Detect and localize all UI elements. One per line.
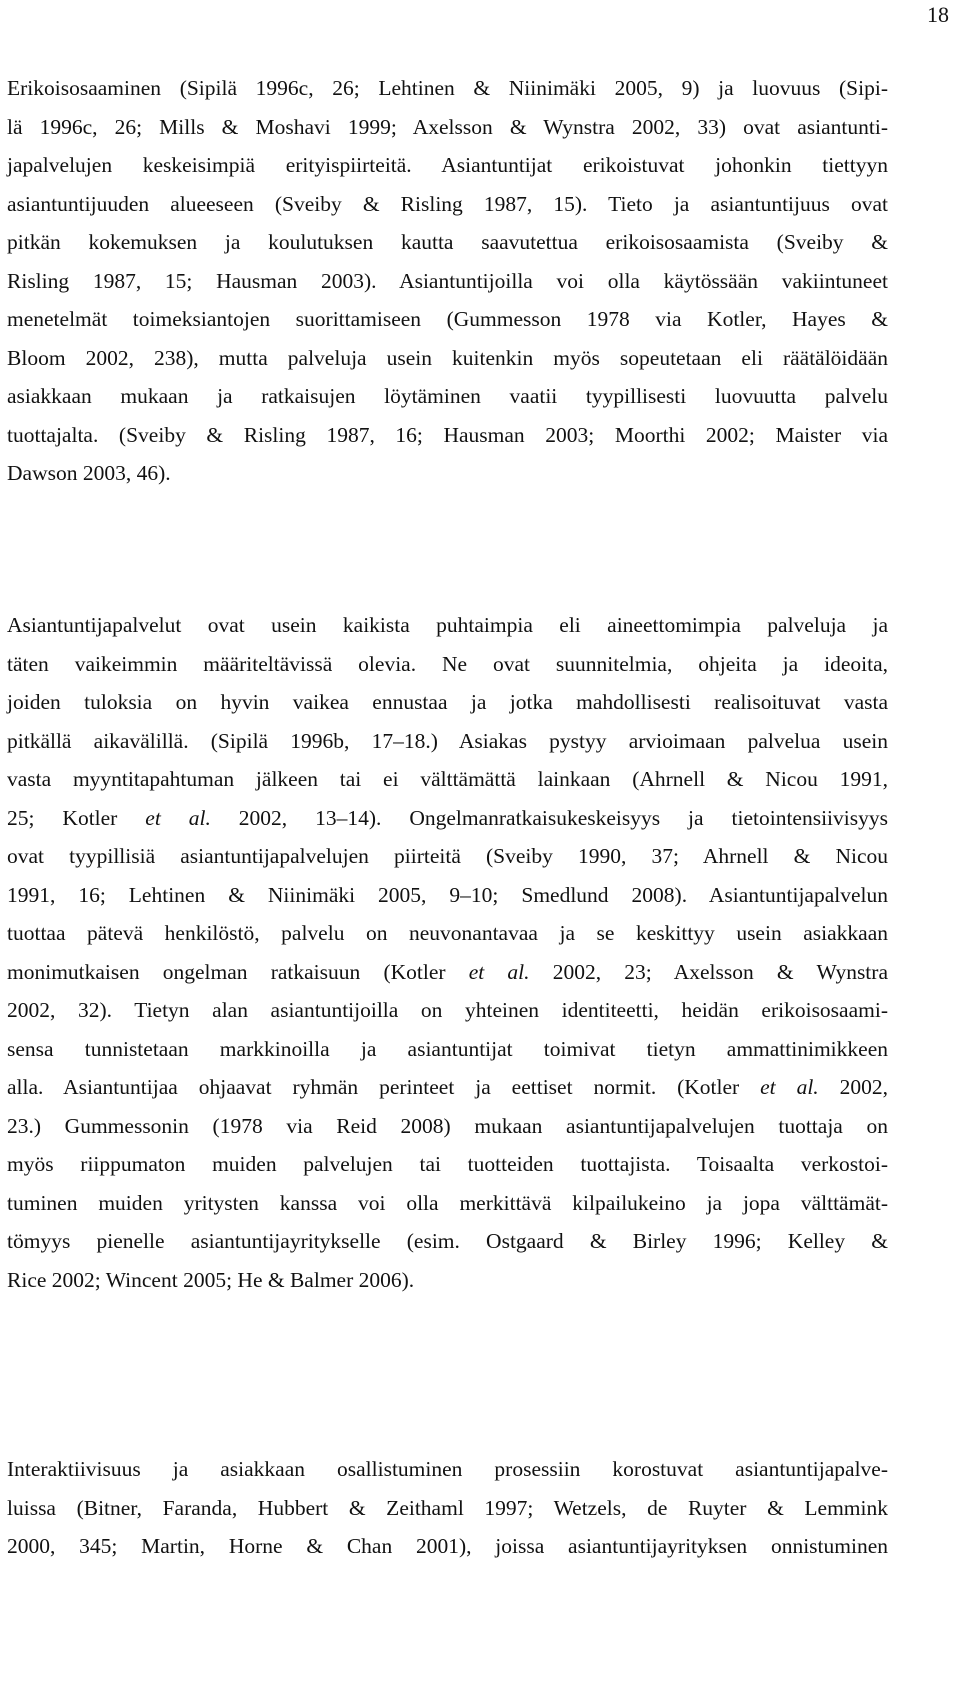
text-line: asiantuntijuuden alueeseen (Sveiby & Risling 1987, 15). Tieto ja asiantuntijuus ovat <box>7 191 888 216</box>
paragraph-2 <box>7 606 888 1299</box>
text-line: ovat tyypillisiä asiantuntijapalvelujen piirteitä (Sveiby 1990, 37; Ahrnell & Nicou <box>7 844 888 868</box>
text-line: tuottaa pätevä henkilöstö, palvelu on neuvonantavaa ja se keskittyy usein asiakkaan <box>7 921 888 945</box>
text-line: tuminen muiden yritysten kanssa voi olla merkittävä kilpailukeino ja jopa välttämät- <box>7 1190 888 1215</box>
text-line: 1991, 16; Lehtinen & Niinimäki 2005, 9–10; Smedlund 2008). Asiantuntijapalvelun <box>7 882 888 907</box>
text-segment: alla. Asiantuntijaa ohjaavat ryhmän perinteet ja eettiset normit. (Kotler <box>7 1075 761 1099</box>
text-line <box>7 799 888 838</box>
italic-text: et al. <box>760 1075 819 1099</box>
paragraph-1 <box>7 69 888 493</box>
text-segment: 25; Kotler <box>7 805 146 830</box>
text-line: pitkällä aikavälillä. (Sipilä 1996b, 17–18.) Asiakas pystyy arvioimaan palvelua usein <box>7 728 888 753</box>
text-line: luissa (Bitner, Faranda, Hubbert & Zeithaml 1997; Wetzels, de Ruyter & Lemmink <box>7 1495 888 1520</box>
text-line: asiakkaan mukaan ja ratkaisujen löytäminen vaatii tyypillisesti luovuutta palvelu <box>7 384 888 408</box>
page-number: 18 <box>927 2 949 27</box>
text-line <box>7 953 888 992</box>
text-line: Asiantuntijapalvelut ovat usein kaikista puhtaimpia eli aineettomimpia palveluja ja <box>7 613 888 637</box>
text-line: 2002, 32). Tietyn alan asiantuntijoilla on yhteinen identiteetti, heidän erikoisosaami- <box>7 998 888 1022</box>
text-line: lä 1996c, 26; Mills & Moshavi 1999; Axelsson & Wynstra 2002, 33) ovat asiantunti- <box>7 114 888 139</box>
text-line: 23.) Gummessonin (1978 via Reid 2008) mukaan asiantuntijapalvelujen tuottaja on <box>7 1113 888 1138</box>
text-line: tömyys pienelle asiantuntijayritykselle (esim. Ostgaard & Birley 1996; Kelley & <box>7 1229 888 1253</box>
text-line: täten vaikeimmin määriteltävissä olevia. Ne ovat suunnitelmia, ohjeita ja ideoita, <box>7 651 888 676</box>
text-line <box>7 1068 888 1107</box>
text-line: 2000, 345; Martin, Horne & Chan 2001), joissa asiantuntijayrityksen onnistuminen <box>7 1534 888 1558</box>
text-line: Erikoisosaaminen (Sipilä 1996c, 26; Lehtinen & Niinimäki 2005, 9) ja luovuus (Sipi- <box>7 76 888 100</box>
text-segment: 2002, 13–14). Ongelmanratkaisukeskeisyys ja tietointensiivisyys <box>210 805 888 830</box>
text-line: Bloom 2002, 238), mutta palveluja usein kuitenkin myös sopeutetaan eli räätälöidään <box>7 345 888 370</box>
text-segment: 2002, <box>818 1075 888 1099</box>
text-line: myös riippumaton muiden palvelujen tai tuotteiden tuottajista. Toisaalta verkostoi- <box>7 1152 888 1176</box>
text-segment: monimutkaisen ongelman ratkaisuun (Kotler <box>7 959 469 984</box>
text-line: tuottajalta. (Sveiby & Risling 1987, 16; Hausman 2003; Moorthi 2002; Maister via <box>7 422 888 447</box>
text-line: japalvelujen keskeisimpiä erityispiirteitä. Asiantuntijat erikoistuvat johonkin tiettyyn <box>7 153 888 177</box>
text-line: Dawson 2003, 46). <box>7 461 171 485</box>
paragraph-3 <box>7 1450 888 1566</box>
text-line: sensa tunnistetaan markkinoilla ja asiantuntijat toimivat tietyn ammattinimikkeen <box>7 1036 888 1061</box>
text-line: pitkän kokemuksen ja koulutuksen kautta saavutettua erikoisosaamista (Sveiby & <box>7 230 888 254</box>
text-line: menetelmät toimeksiantojen suorittamiseen (Gummesson 1978 via Kotler, Hayes & <box>7 307 888 331</box>
text-segment: 2002, 23; Axelsson & Wynstra <box>529 959 888 984</box>
text-line: joiden tuloksia on hyvin vaikea ennustaa ja jotka mahdollisesti realisoituvat vasta <box>7 690 888 714</box>
italic-text: et al. <box>468 959 530 984</box>
text-line: Rice 2002; Wincent 2005; He & Balmer 2006). <box>7 1267 415 1292</box>
text-line: Risling 1987, 15; Hausman 2003). Asiantuntijoilla voi olla käytössään vakiintuneet <box>7 268 888 293</box>
text-line: vasta myyntitapahtuman jälkeen tai ei välttämättä lainkaan (Ahrnell & Nicou 1991, <box>7 767 888 791</box>
italic-text: et al. <box>145 805 211 830</box>
text-line: Interaktiivisuus ja asiakkaan osallistuminen prosessiin korostuvat asiantuntijapalve- <box>7 1457 888 1481</box>
